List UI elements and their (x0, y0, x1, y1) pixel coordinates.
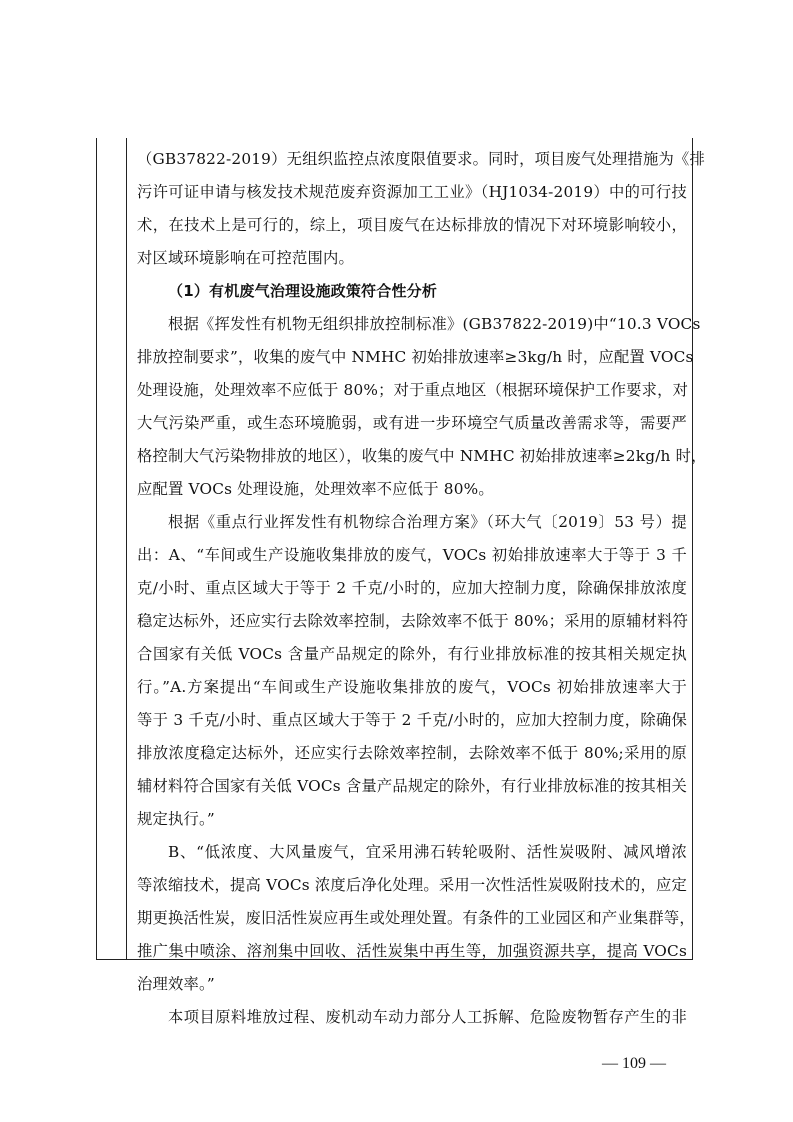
text-line: 术，在技术上是可行的，综上，项目废气在达标排放的情况下对环境影响较小， (137, 216, 687, 234)
text-line: 本项目原料堆放过程、废机动车动力部分人工拆解、危险废物暂存产生的非 (168, 1008, 687, 1026)
text-line: 根据《挥发性有机物无组织排放控制标准》(GB37822-2019)中“10.3 VOCs (168, 315, 701, 333)
text-line: 排放浓度稳定达标外，还应实行去除效率控制，去除效率不低于 80%;采用的原 (137, 744, 687, 762)
table-content-cell (137, 143, 707, 1026)
section-heading: （1）有机废气治理设施政策符合性分析 (168, 282, 438, 300)
page-number: — 109 — (602, 1055, 666, 1072)
text-line: 等浓缩技术，提高 VOCs 浓度后净化处理。采用一次性活性炭吸附技术的，应定 (137, 876, 687, 894)
text-line: 辅材料符合国家有关低 VOCs 含量产品规定的除外，有行业排放标准的按其相关 (137, 777, 687, 795)
text-line: 治理效率。” (137, 975, 215, 993)
table-column-divider (126, 138, 127, 960)
text-line: 推广集中喷涂、溶剂集中回收、活性炭集中再生等，加强资源共享，提高 VOCs (137, 942, 687, 960)
text-line: 行。”A.方案提出“车间或生产设施收集排放的废气，VOCs 初始排放速率大于 (137, 678, 687, 696)
text-line: 根据《重点行业挥发性有机物综合治理方案》（环大气〔2019〕53 号）提 (168, 513, 687, 531)
text-line: 排放控制要求”，收集的废气中 NMHC 初始排放速率≥3kg/h 时，应配置 VOCs (137, 348, 694, 366)
text-line: （GB37822-2019）无组织监控点浓度限值要求。同时，项目废气处理措施为《排 (137, 150, 706, 168)
text-line: 应配置 VOCs 处理设施，处理效率不应低于 80%。 (137, 480, 494, 498)
text-line: 污许可证申请与核发技术规范废弃资源加工工业》（HJ1034-2019）中的可行技 (137, 183, 687, 201)
text-line: 对区域环境影响在可控范围内。 (137, 249, 354, 267)
text-line: 处理设施，处理效率不应低于 80%；对于重点地区（根据环境保护工作要求，对 (137, 381, 689, 399)
text-line: 合国家有关低 VOCs 含量产品规定的除外，有行业排放标准的按其相关规定执 (137, 645, 687, 663)
text-line: 期更换活性炭，废旧活性炭应再生或处理处置。有条件的工业园区和产业集群等， (137, 909, 695, 927)
text-line: 格控制大气污染物排放的地区），收集的废气中 NMHC 初始排放速率≥2kg/h 时， (137, 447, 707, 465)
text-line: 出：A、“车间或生产设施收集排放的废气，VOCs 初始排放速率大于等于 3 千 (137, 546, 687, 564)
text-line: 规定执行。” (137, 810, 215, 828)
text-line: B、“低浓度、大风量废气，宜采用沸石转轮吸附、活性炭吸附、减风增浓 (168, 843, 687, 861)
text-line: 克/小时、重点区域大于等于 2 千克/小时的，应加大控制力度，除确保排放浓度 (137, 579, 687, 597)
text-line: 等于 3 千克/小时、重点区域大于等于 2 千克/小时的，应加大控制力度，除确保 (137, 711, 687, 729)
text-line: 稳定达标外，还应实行去除效率控制，去除效率不低于 80%；采用的原辅材料符 (137, 612, 689, 630)
text-line: 大气污染严重，或生态环境脆弱，或有进一步环境空气质量改善需求等，需要严 (137, 414, 687, 432)
